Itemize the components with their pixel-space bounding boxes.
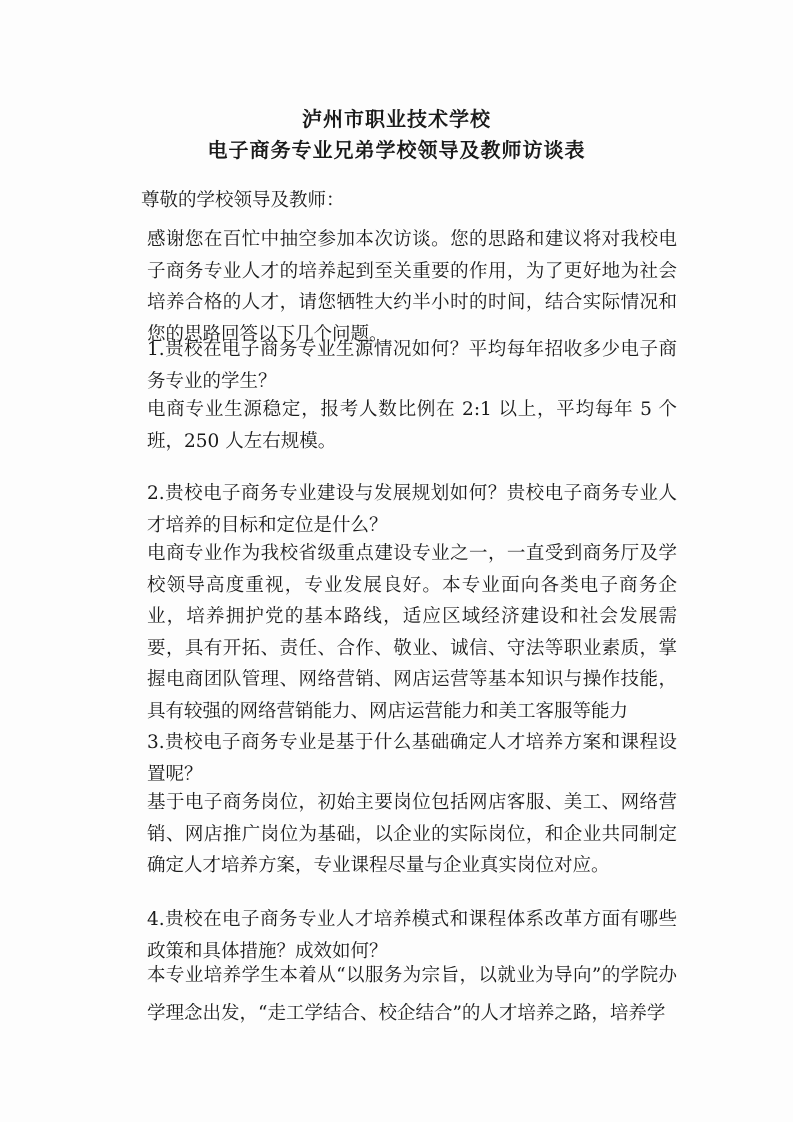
question-1: [117, 334, 677, 397]
answer-1: [117, 394, 677, 457]
answer-4: [117, 957, 677, 1033]
form-title: 电子商务专业兄弟学校领导及教师访谈表: [207, 138, 586, 162]
answer-4-text: 本专业培养学生本着从“以服务为宗旨，以就业为导向”的学院办学理念出发，“走工学结合、校企结合”的人才培养之路，培养学: [147, 965, 677, 1024]
intro-text: 感谢您在百忙中抽空参加本次访谈。您的思路和建议将对我校电子商务专业人才的培养起到至关重要的作用，为了更好地为社会培养合格的人才，请您牺牲大约半小时的时间，结合实际情况和您的思路回答以下几个问题。: [147, 229, 677, 345]
question-2-text: 2.贵校电子商务专业建设与发展规划如何？贵校电子商务专业人才培养的目标和定位是什么？: [147, 483, 677, 536]
answer-1-text: 电商专业生源稳定，报考人数比例在 2:1 以上，平均每年 5 个班，250 人左右规模。: [147, 399, 677, 452]
question-2: [117, 478, 677, 541]
school-title: 泸州市职业技术学校: [302, 107, 491, 131]
question-3: [117, 727, 677, 790]
question-4-text: 4.贵校在电子商务专业人才培养模式和课程体系改革方面有哪些政策和具体措施？成效如何？: [147, 909, 677, 962]
answer-2: [117, 538, 677, 727]
answer-2-text: 电商专业作为我校省级重点建设专业之一，一直受到商务厅及学校领导高度重视，专业发展良好。本专业面向各类电子商务企业，培养拥护党的基本路线，适应区域经济建设和社会发展需要，具有开拓、责任、合作、敬业、诚信、守法等职业素质，掌握电商团队管理、网络营销、网店运营等基本知识与操作技能，具有较强的网络营销能力、网店运营能力和美工客服等能力: [147, 543, 677, 722]
intro-paragraph: [117, 224, 677, 350]
question-3-text: 3.贵校电子商务专业是基于什么基础确定人才培养方案和课程设置呢？: [147, 732, 677, 785]
answer-3-text: 基于电子商务岗位，初始主要岗位包括网店客服、美工、网络营销、网店推广岗位为基础，以企业的实际岗位，和企业共同制定确定人才培养方案，专业课程尽量与企业真实岗位对应。: [147, 792, 677, 876]
salutation: 尊敬的学校领导及教师：: [141, 190, 345, 211]
answer-3: [117, 787, 677, 882]
question-1-text: 1.贵校在电子商务专业生源情况如何？平均每年招收多少电子商务专业的学生？: [147, 339, 677, 392]
